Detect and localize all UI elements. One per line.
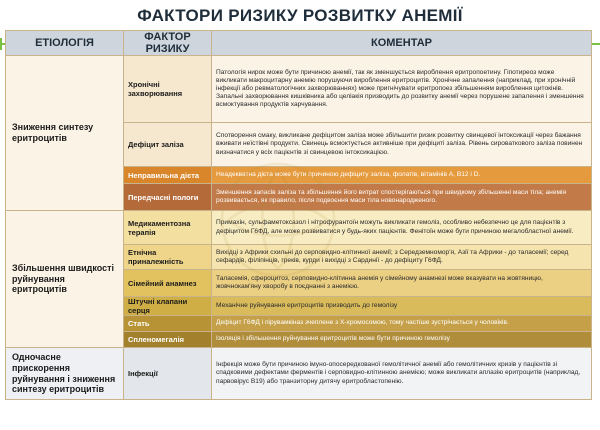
comment-cell: Неадекватна дієта може бути причиною дефіциту заліза, фолатів, вітамінів А, В12 і D. — [212, 167, 592, 184]
comment-cell: Спотворення смаку, викликане дефіцитом заліза може збільшити ризик розвитку свинцевої інтоксикації через бажання вживати неїстівні продукти. Свинець всмоктується активніше при дефіциті заліза. Рівень сироваткового заліза повинен визначатися у всіх пацієнтів зі свинцевою інтоксикацією. — [212, 123, 592, 167]
page-title: ФАКТОРИ РИЗИКУ РОЗВИТКУ АНЕМІЇ — [137, 6, 463, 25]
risk-factors-table — [5, 30, 592, 400]
factor-cell: Штучні клапани серця — [124, 297, 212, 316]
factor-cell: Хронічні захворювання — [124, 56, 212, 123]
etiology-cell: Одночасне прискорення руйнування і зниження синтезу еритроцитів — [6, 348, 124, 400]
comment-cell: Таласемія, сфероцитоз, серповидно-клітинна анемія у сімейному анамнезі може вказувати на жовтяницю, жовчнокам'яну хворобу в поєднанні з анемією. — [212, 270, 592, 297]
factor-cell: Стать — [124, 316, 212, 332]
factor-cell: Інфекції — [124, 348, 212, 400]
factor-cell: Етнічна приналежність — [124, 245, 212, 270]
etiology-cell: Зниження синтезу еритроцитів — [6, 56, 124, 211]
comment-cell: Примахін, сульфаметоксазол і нітрофурантоїн можуть викликати гемоліз, особливо небезпечно це для пацієнтів з дефіцитом Г6ФД, але може розвиватися у будь-яких пацієнтів. Фенітоїн може бути причиною мегалобластної анемії. — [212, 211, 592, 245]
factor-cell: Сімейний анамнез — [124, 270, 212, 297]
etiology-cell: Збільшення швидкості руйнування еритроцитів — [6, 211, 124, 348]
factor-cell: Неправильна дієта — [124, 167, 212, 184]
table-row — [6, 348, 592, 400]
comment-cell: Зменшення запасів заліза та збільшення його витрат спостерігаються при швидкому збільшенні маси тіла; анемія розвивається, як правило, після подвоєння маси тіла новонародженого. — [212, 184, 592, 211]
table-row — [6, 211, 592, 245]
risk-factors-table-container — [5, 30, 591, 425]
header-factor: ФАКТОР РИЗИКУ — [124, 31, 212, 56]
comment-cell: Дефіцит Г6ФД і пірувамкіназ зчеплене з Х-хромосомою, тому частіше зустрічається у чоловіків. — [212, 316, 592, 332]
factor-cell: Передчасні пологи — [124, 184, 212, 211]
header-comment: КОМЕНТАР — [212, 31, 592, 56]
factor-cell: Дефіцит заліза — [124, 123, 212, 167]
factor-cell: Медикаментозна терапія — [124, 211, 212, 245]
comment-cell: Інфекція може бути причиною імуно-опосередкованої гемолітичної анемії або гемолітичних кризів у пацієнтів зі спадковими дефектами ферментів і серповидно-клітинною анемією; може викликати аплазію еритроцитів (наприклад, парвовірус В19) або транзиторну дитячу еритробластопенію. — [212, 348, 592, 400]
comment-cell: Патологія нирок може бути причиною анемії, так як зменшується вироблення еритропоетину. Гіпотиреоз може викликати макроцитарну анемію порушуючи вироблення еритроцитів. Хронічне запалення (наприклад, при хронічній інфекції або ревматологічних захворюваннях) може пригнічувати еритропоез збільшенням вироблення цитокінів. Запальні захворювання кишківника або целіакія призводить до розвитку анемії через порушене запалення і зменшення всмоктування продуктів харчування. — [212, 56, 592, 123]
comment-cell: Вихідці з Африки схильні до серповидно-клітинної анемії; з Середземномор'я, Азії та Африки - до таласемії; серед сефардів, філіпінців, греків, курди і вихідці з Сардинії - до дефіциту Г6ФД. — [212, 245, 592, 270]
table-header-row — [6, 31, 592, 56]
factor-cell: Спленомегалія — [124, 332, 212, 348]
comment-cell: Ізоляція і збільшення руйнування еритроцитів може бути причиною гемолізу — [212, 332, 592, 348]
comment-cell: Механічне руйнування еритроцитів призводить до гемолізу — [212, 297, 592, 316]
header-etiology: ЕТІОЛОГІЯ — [6, 31, 124, 56]
table-row — [6, 56, 592, 123]
